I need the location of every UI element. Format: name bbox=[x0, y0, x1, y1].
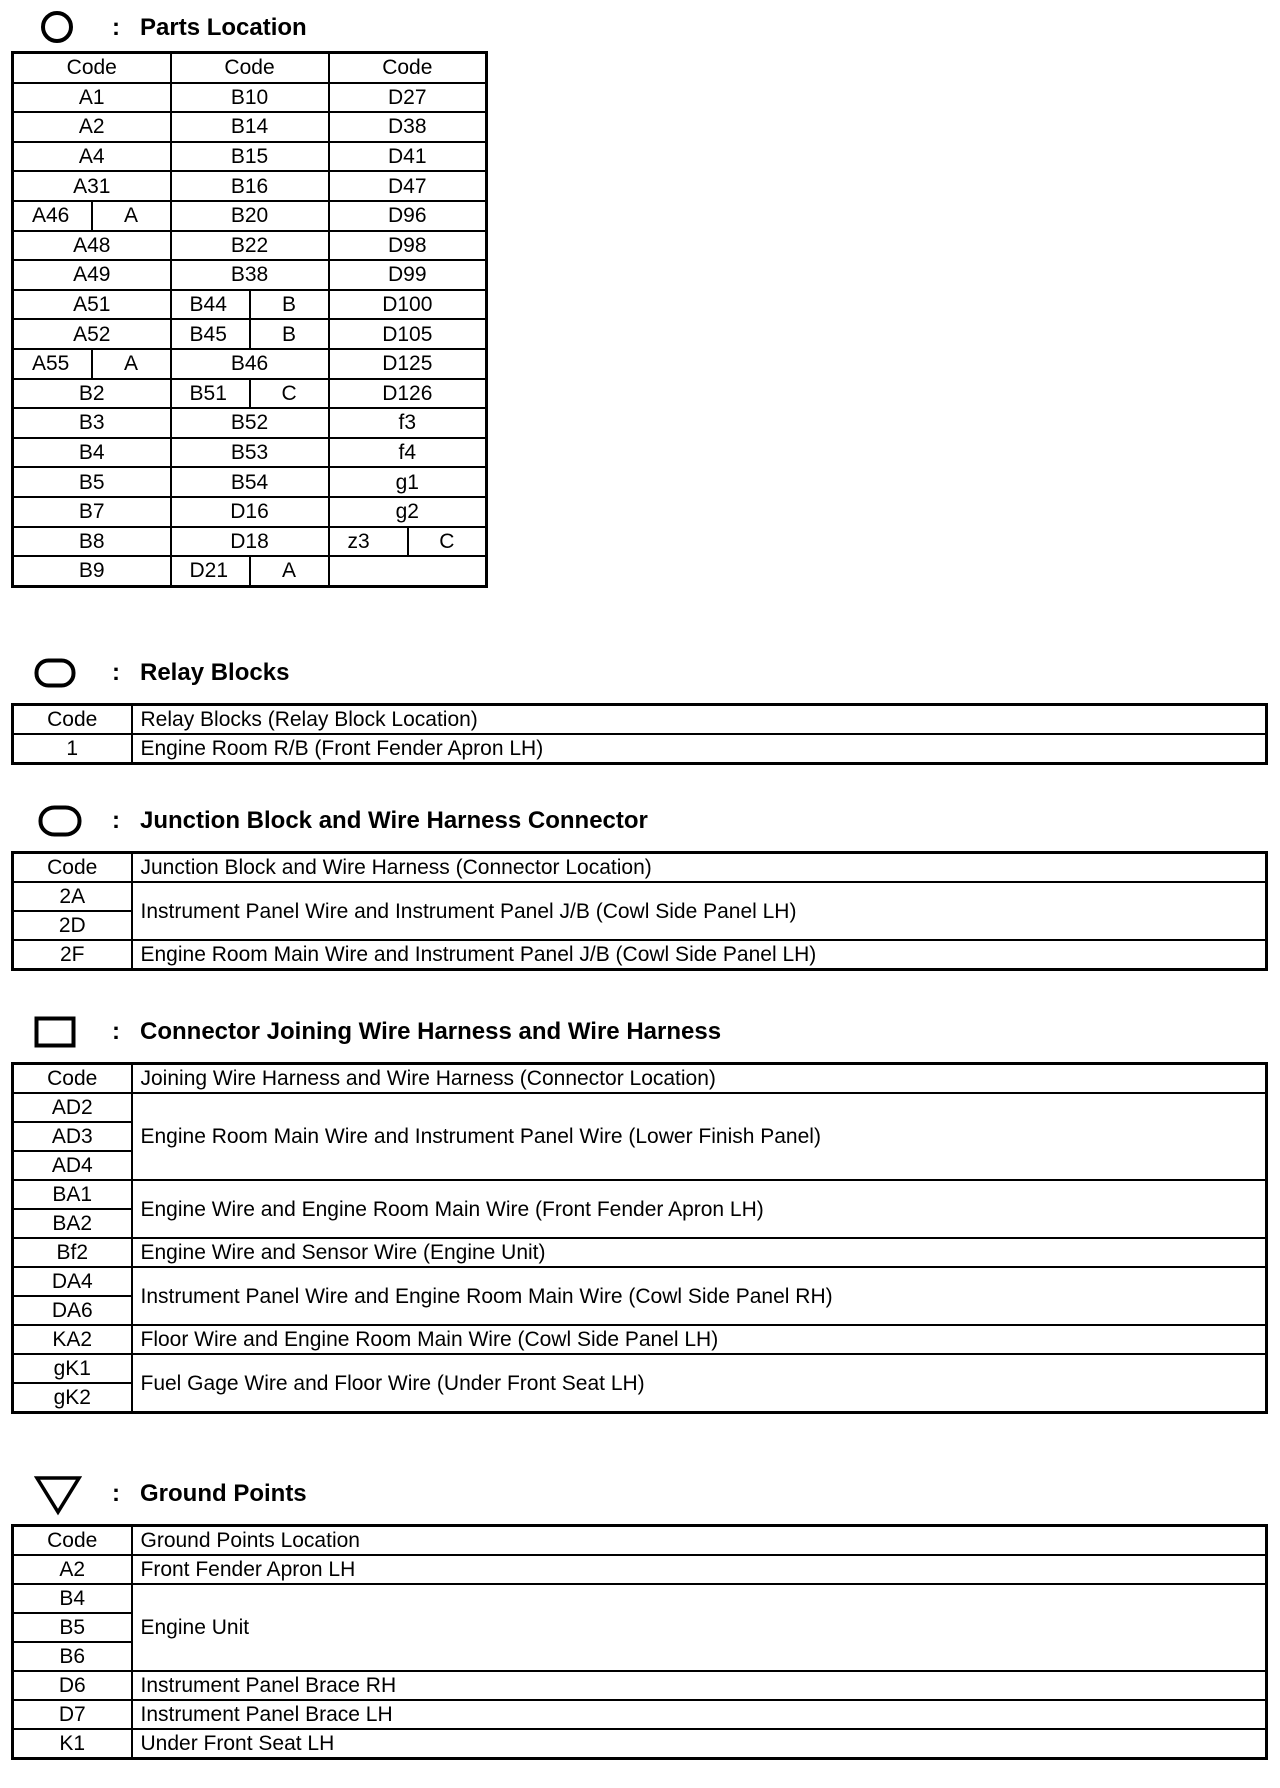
table-row bbox=[13, 497, 487, 527]
table-row bbox=[13, 260, 487, 290]
part-code: B51 bbox=[171, 379, 250, 409]
section-title: Connector Joining Wire Harness and Wire Harness bbox=[140, 1018, 722, 1045]
part-code: D16 bbox=[171, 497, 329, 527]
location-cell: Under Front Seat LH bbox=[132, 1729, 1267, 1759]
table-row bbox=[13, 556, 487, 586]
part-code: B10 bbox=[171, 83, 329, 113]
part-code: D96 bbox=[329, 201, 487, 231]
part-code: g2 bbox=[329, 497, 487, 527]
part-code: g1 bbox=[329, 467, 487, 497]
ground-points-table bbox=[11, 1524, 1268, 1760]
part-code: B8 bbox=[13, 527, 171, 557]
table-row bbox=[13, 142, 487, 172]
table-row bbox=[13, 379, 487, 409]
part-code: B52 bbox=[171, 408, 329, 438]
code-cell: gK1 bbox=[13, 1354, 132, 1383]
part-code: D18 bbox=[171, 527, 329, 557]
junction-block-table bbox=[11, 851, 1268, 971]
part-location-letter: C bbox=[250, 379, 329, 409]
code-cell: AD3 bbox=[13, 1122, 132, 1151]
part-code: D21 bbox=[171, 556, 250, 586]
part-code: A55 bbox=[13, 349, 92, 379]
code-cell: 1 bbox=[13, 734, 132, 764]
part-location-letter: A bbox=[92, 201, 171, 231]
part-code: D105 bbox=[329, 319, 487, 349]
code-cell: AD4 bbox=[13, 1151, 132, 1180]
table-header-row bbox=[13, 53, 487, 83]
section-title: Junction Block and Wire Harness Connector bbox=[140, 807, 648, 834]
description-header: Relay Blocks (Relay Block Location) bbox=[132, 705, 1267, 735]
part-code: B54 bbox=[171, 467, 329, 497]
part-code: D38 bbox=[329, 112, 487, 142]
table-row bbox=[13, 882, 1267, 911]
table-row bbox=[13, 319, 487, 349]
square-icon bbox=[34, 1016, 76, 1048]
table-row bbox=[13, 1238, 1267, 1267]
table-row bbox=[13, 438, 487, 468]
code-cell: DA4 bbox=[13, 1267, 132, 1296]
location-cell: Instrument Panel Brace RH bbox=[132, 1671, 1267, 1700]
table-row bbox=[13, 467, 487, 497]
part-code: B9 bbox=[13, 556, 171, 586]
table-header-row bbox=[13, 1064, 1267, 1094]
table-row bbox=[13, 1555, 1267, 1584]
table-row bbox=[13, 940, 1267, 970]
code-header: Code bbox=[13, 705, 132, 735]
part-location-letter: C bbox=[408, 527, 487, 557]
part-code: z3 bbox=[329, 527, 408, 557]
section-colon: : bbox=[112, 807, 120, 834]
location-cell: Engine Wire and Engine Room Main Wire (Front Fender Apron LH) bbox=[132, 1180, 1267, 1238]
part-location-letter: B bbox=[250, 319, 329, 349]
connector-joining-table bbox=[11, 1062, 1268, 1414]
location-cell: Fuel Gage Wire and Floor Wire (Under Front Seat LH) bbox=[132, 1354, 1267, 1413]
code-cell: BA2 bbox=[13, 1209, 132, 1238]
code-cell: BA1 bbox=[13, 1180, 132, 1209]
table-row bbox=[13, 290, 487, 320]
part-code: B20 bbox=[171, 201, 329, 231]
part-code: A4 bbox=[13, 142, 171, 172]
table-header-row bbox=[13, 1526, 1267, 1556]
code-cell: 2A bbox=[13, 882, 132, 911]
code-cell: DA6 bbox=[13, 1296, 132, 1325]
oval-icon bbox=[38, 805, 82, 837]
part-location-letter: B bbox=[250, 290, 329, 320]
parts-location-table bbox=[11, 51, 488, 588]
code-cell: B4 bbox=[13, 1584, 132, 1613]
triangle-down-icon bbox=[34, 1474, 82, 1516]
part-code: B38 bbox=[171, 260, 329, 290]
location-cell: Engine Unit bbox=[132, 1584, 1267, 1671]
part-location-letter: A bbox=[250, 556, 329, 586]
table-row bbox=[13, 1093, 1267, 1122]
part-code: B44 bbox=[171, 290, 250, 320]
code-cell: D6 bbox=[13, 1671, 132, 1700]
table-header-row bbox=[13, 705, 1267, 735]
code-cell: AD2 bbox=[13, 1093, 132, 1122]
part-code: D98 bbox=[329, 231, 487, 261]
location-cell: Instrument Panel Wire and Engine Room Main Wire (Cowl Side Panel RH) bbox=[132, 1267, 1267, 1325]
section-title: Parts Location bbox=[140, 14, 307, 41]
part-code: B46 bbox=[171, 349, 329, 379]
section-colon: : bbox=[112, 14, 120, 41]
column-header: Code bbox=[171, 53, 329, 83]
table-row bbox=[13, 349, 487, 379]
description-header: Joining Wire Harness and Wire Harness (Connector Location) bbox=[132, 1064, 1267, 1094]
part-code: A1 bbox=[13, 83, 171, 113]
table-row bbox=[13, 734, 1267, 764]
code-cell: D7 bbox=[13, 1700, 132, 1729]
code-cell: 2D bbox=[13, 911, 132, 940]
table-row bbox=[13, 201, 487, 231]
part-code: D125 bbox=[329, 349, 487, 379]
section-title: Ground Points bbox=[140, 1480, 307, 1507]
relay-blocks-table bbox=[11, 703, 1268, 765]
part-code: A52 bbox=[13, 319, 171, 349]
part-code: B7 bbox=[13, 497, 171, 527]
description-header: Junction Block and Wire Harness (Connector Location) bbox=[132, 853, 1267, 883]
table-row bbox=[13, 1267, 1267, 1296]
section-colon: : bbox=[112, 1018, 120, 1045]
location-cell: Instrument Panel Brace LH bbox=[132, 1700, 1267, 1729]
code-cell: B6 bbox=[13, 1642, 132, 1671]
location-cell: Engine Room Main Wire and Instrument Panel Wire (Lower Finish Panel) bbox=[132, 1093, 1267, 1180]
table-row bbox=[13, 1180, 1267, 1209]
part-code bbox=[329, 556, 487, 586]
table-row bbox=[13, 1354, 1267, 1383]
part-code: B5 bbox=[13, 467, 171, 497]
part-code: B2 bbox=[13, 379, 171, 409]
part-code: D99 bbox=[329, 260, 487, 290]
code-header: Code bbox=[13, 1064, 132, 1094]
code-cell: 2F bbox=[13, 940, 132, 970]
part-code: B14 bbox=[171, 112, 329, 142]
part-code: f4 bbox=[329, 438, 487, 468]
table-header-row bbox=[13, 853, 1267, 883]
table-row bbox=[13, 527, 487, 557]
code-cell: B5 bbox=[13, 1613, 132, 1642]
part-code: B53 bbox=[171, 438, 329, 468]
section-colon: : bbox=[112, 659, 120, 686]
part-code: D126 bbox=[329, 379, 487, 409]
section-title: Relay Blocks bbox=[140, 659, 290, 686]
part-code: B3 bbox=[13, 408, 171, 438]
part-code: D100 bbox=[329, 290, 487, 320]
part-code: A51 bbox=[13, 290, 171, 320]
part-code: D41 bbox=[329, 142, 487, 172]
location-cell: Engine Room Main Wire and Instrument Panel J/B (Cowl Side Panel LH) bbox=[132, 940, 1267, 970]
column-header: Code bbox=[329, 53, 487, 83]
location-cell: Front Fender Apron LH bbox=[132, 1555, 1267, 1584]
location-cell: Floor Wire and Engine Room Main Wire (Cowl Side Panel LH) bbox=[132, 1325, 1267, 1354]
table-row bbox=[13, 231, 487, 261]
table-row bbox=[13, 1729, 1267, 1759]
table-row bbox=[13, 1671, 1267, 1700]
code-cell: A2 bbox=[13, 1555, 132, 1584]
part-code: A49 bbox=[13, 260, 171, 290]
part-code: B4 bbox=[13, 438, 171, 468]
part-code: B15 bbox=[171, 142, 329, 172]
location-cell: Engine Room R/B (Front Fender Apron LH) bbox=[132, 734, 1267, 764]
part-code: B22 bbox=[171, 231, 329, 261]
part-code: f3 bbox=[329, 408, 487, 438]
location-cell: Engine Wire and Sensor Wire (Engine Unit) bbox=[132, 1238, 1267, 1267]
code-cell: gK2 bbox=[13, 1383, 132, 1413]
part-code: A31 bbox=[13, 171, 171, 201]
table-row bbox=[13, 112, 487, 142]
code-cell: KA2 bbox=[13, 1325, 132, 1354]
description-header: Ground Points Location bbox=[132, 1526, 1267, 1556]
column-header: Code bbox=[13, 53, 171, 83]
location-cell: Instrument Panel Wire and Instrument Panel J/B (Cowl Side Panel LH) bbox=[132, 882, 1267, 940]
part-code: A48 bbox=[13, 231, 171, 261]
part-code: A2 bbox=[13, 112, 171, 142]
rounded-rect-icon bbox=[34, 658, 76, 688]
circle-icon bbox=[40, 10, 74, 44]
code-header: Code bbox=[13, 853, 132, 883]
part-location-letter: A bbox=[92, 349, 171, 379]
table-row bbox=[13, 171, 487, 201]
table-row bbox=[13, 1584, 1267, 1613]
code-cell: K1 bbox=[13, 1729, 132, 1759]
part-code: A46 bbox=[13, 201, 92, 231]
section-colon: : bbox=[112, 1480, 120, 1507]
table-row bbox=[13, 408, 487, 438]
part-code: B45 bbox=[171, 319, 250, 349]
table-row bbox=[13, 83, 487, 113]
table-row bbox=[13, 1700, 1267, 1729]
code-header: Code bbox=[13, 1526, 132, 1556]
table-row bbox=[13, 1325, 1267, 1354]
part-code: D47 bbox=[329, 171, 487, 201]
part-code: D27 bbox=[329, 83, 487, 113]
code-cell: Bf2 bbox=[13, 1238, 132, 1267]
part-code: B16 bbox=[171, 171, 329, 201]
